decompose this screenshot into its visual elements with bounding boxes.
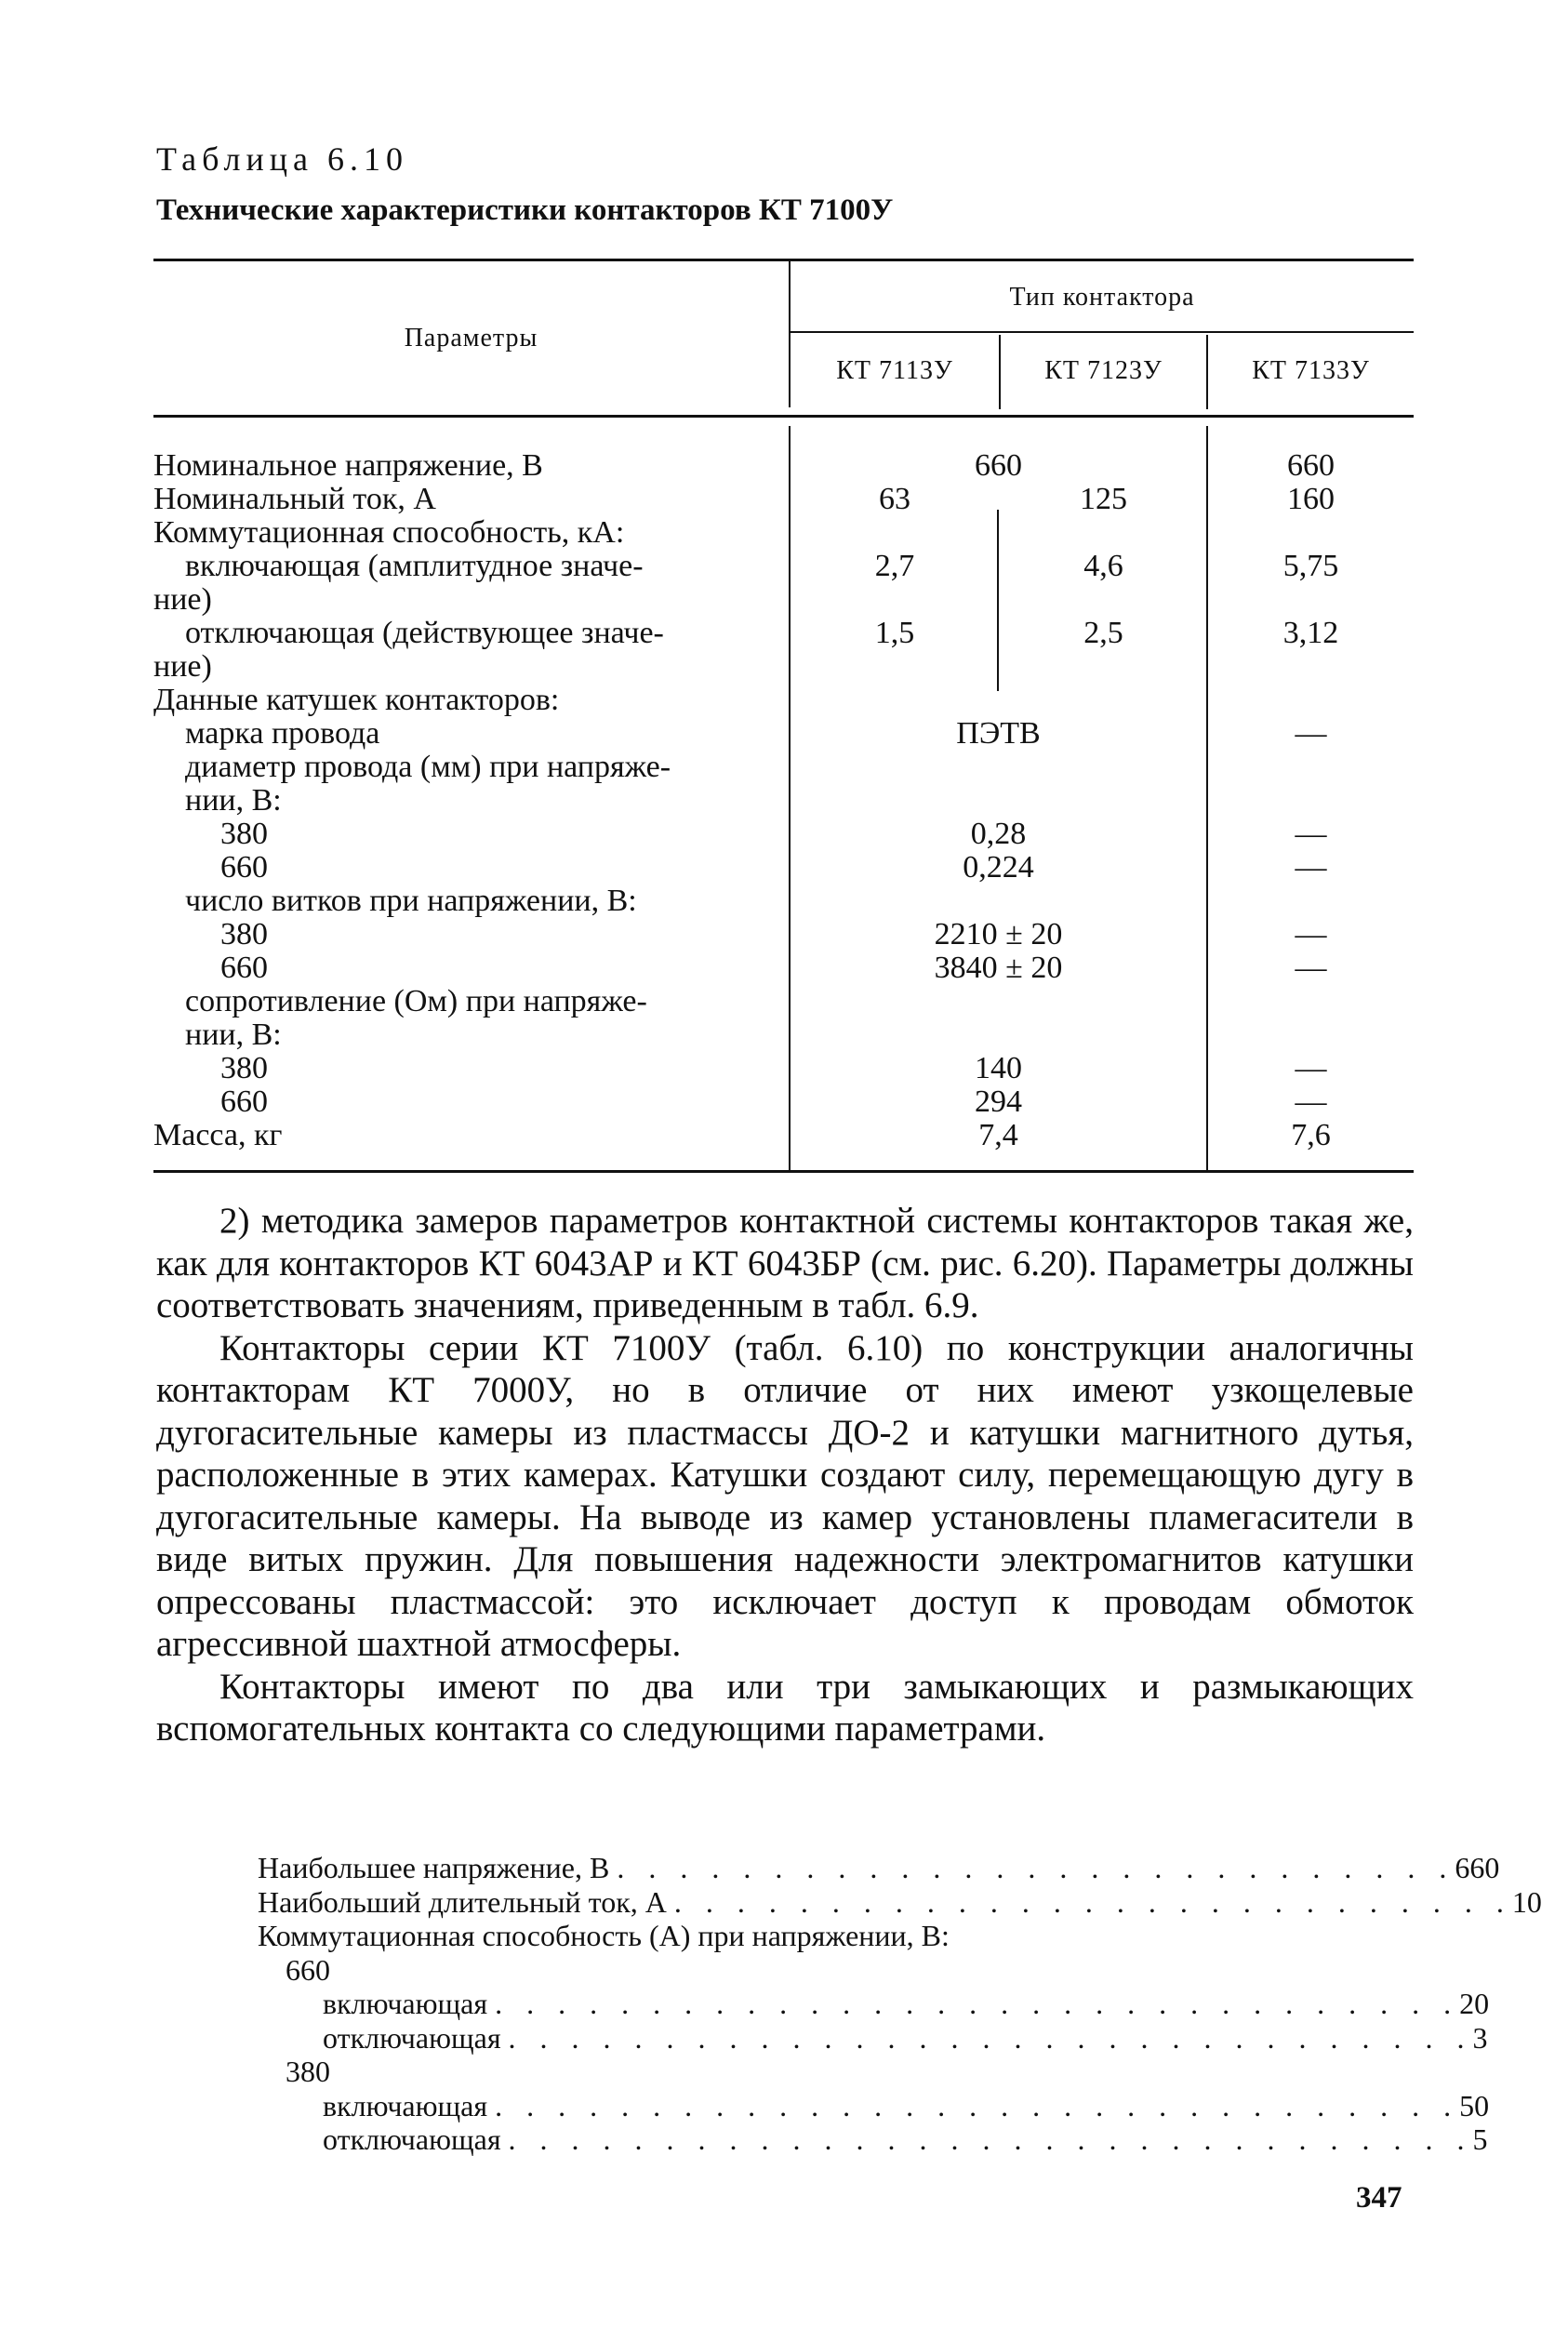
header-col-7113: КТ 7113У xyxy=(836,356,953,385)
spec-row xyxy=(258,2122,1488,2157)
param-row: включающая (амплитудное значе- xyxy=(185,549,644,583)
body-text xyxy=(156,1200,1414,1750)
param-row: марка провода xyxy=(185,716,380,751)
spec-value: 20 xyxy=(1459,1987,1490,2020)
param-row: Коммутационная способность, кА: xyxy=(153,515,625,550)
param-row: 380 xyxy=(220,917,268,951)
value-res-660-merged: 294 xyxy=(975,1084,1022,1119)
value-making-7123: 4,6 xyxy=(1083,549,1123,583)
value-diam-660-7133: — xyxy=(1295,850,1327,885)
spec-heading: Коммутационная способность (А) при напряжении, В: xyxy=(258,1919,950,1952)
value-diam-380-merged: 0,28 xyxy=(970,817,1027,851)
value-wire-brand-7133: — xyxy=(1295,716,1327,751)
spec-value: 10 xyxy=(1511,1884,1542,1919)
value-turns-380-7133: — xyxy=(1295,917,1327,951)
param-row: 660 xyxy=(220,951,268,985)
param-row: ние) xyxy=(153,649,212,684)
header-col-7123: КТ 7123У xyxy=(1044,356,1163,385)
spec-subheading: 380 xyxy=(286,2055,330,2088)
spec-label: отключающая xyxy=(323,2020,501,2055)
param-row: нии, В: xyxy=(185,1018,282,1052)
value-breaking-7133: 3,12 xyxy=(1282,616,1339,650)
value-turns-380-merged: 2210 ± 20 xyxy=(934,917,1063,951)
table-bottom-rule xyxy=(153,1170,1414,1173)
paragraph: Контакторы имеют по два или три замыкающих и размыкающих вспомогательных контакта со следующими параметрами. xyxy=(156,1666,1414,1749)
spec-row xyxy=(258,2020,1488,2055)
spec-row xyxy=(258,1987,1490,2021)
leader-dots: . . . . . . . . . . . . . . . . . . . . . . . . . . . . . . . xyxy=(495,2088,1460,2122)
value-res-380-7133: — xyxy=(1295,1051,1327,1085)
value-turns-660-merged: 3840 ± 20 xyxy=(934,951,1063,985)
header-type-group: Тип контактора xyxy=(1009,283,1195,312)
value-making-7113: 2,7 xyxy=(874,549,915,583)
paragraph: 2) методика замеров параметров контактной системы контакторов такая же, как для контакторов КТ 6043АР и КТ 6043БР (см. рис. 6.20). Параметры должны соответствовать значениям, приведенным в табл. 6.9. xyxy=(156,1201,1414,1325)
value-nom-current-7123: 125 xyxy=(1080,482,1127,516)
table-subheader-rule xyxy=(789,331,1414,333)
param-row: 660 xyxy=(220,850,268,885)
table-header-bottom-rule xyxy=(153,415,1414,418)
spec-value: 50 xyxy=(1459,2088,1490,2122)
spec-subheading: 660 xyxy=(286,1952,330,1987)
header-col-7133: КТ 7133У xyxy=(1252,356,1370,385)
param-row: диаметр провода (мм) при напряже- xyxy=(185,750,671,784)
value-breaking-7113: 1,5 xyxy=(874,616,915,650)
value-breaking-7123: 2,5 xyxy=(1083,616,1123,650)
spec-value: 5 xyxy=(1472,2122,1488,2156)
param-row: число витков при напряжении, В: xyxy=(185,884,637,918)
header-params: Параметры xyxy=(404,324,538,353)
aux-contact-spec-list xyxy=(258,1851,1542,2157)
leader-dots: . . . . . . . . . . . . . . . . . . . . . . . . . . . . . . . xyxy=(495,1987,1460,2020)
value-diam-660-merged: 0,224 xyxy=(963,850,1034,885)
leader-dots: . . . . . . . . . . . . . . . . . . . . . . . . . . . xyxy=(673,1884,1512,1919)
param-row: Номинальный ток, А xyxy=(153,482,436,516)
param-row: Номинальное напряжение, В xyxy=(153,448,543,483)
param-row: ние) xyxy=(153,582,212,617)
table-caption-label: Таблица 6.10 xyxy=(156,140,408,178)
spec-label: Наибольшее напряжение, В xyxy=(258,1851,610,1884)
value-nom-voltage-merged: 660 xyxy=(975,448,1022,483)
value-res-380-merged: 140 xyxy=(975,1051,1022,1085)
spec-value: 3 xyxy=(1472,2020,1488,2055)
value-nom-voltage-7133: 660 xyxy=(1287,448,1335,483)
param-row: 660 xyxy=(220,1084,268,1119)
param-row: сопротивление (Ом) при напряже- xyxy=(185,984,647,1018)
spec-label: Наибольший длительный ток, А xyxy=(258,1884,667,1919)
param-row: 380 xyxy=(220,1051,268,1085)
spec-label: отключающая xyxy=(323,2122,501,2156)
paragraph: Контакторы серии КТ 7100У (табл. 6.10) по конструкции аналогичны контакторам КТ 7000У, но в отличие от них имеют узкощелевые дугогасительные камеры из пластмассы ДО-2 и катушки магнитного дутья, расположенные в этих камерах. Катушки создают силу, перемещающую дугу в дугогасительные камеры. На выводе из камер установлены пламегасители в виде витых пружин. Для повышения надежности электромагнитов катушки опрессованы пластмассой: это исключает доступ к проводам обмоток агрессивной шахтной атмосферы. xyxy=(156,1327,1414,1664)
value-res-660-7133: — xyxy=(1295,1084,1327,1119)
value-mass-7133: 7,6 xyxy=(1291,1118,1331,1152)
value-mass-merged: 7,4 xyxy=(978,1118,1018,1152)
param-row: Масса, кг xyxy=(153,1118,283,1152)
leader-dots: . . . . . . . . . . . . . . . . . . . . . . . . . . . . . . . xyxy=(508,2020,1473,2055)
param-list xyxy=(153,449,767,1152)
spec-label: включающая xyxy=(323,2088,488,2122)
table-top-rule xyxy=(153,259,1414,261)
leader-dots: . . . . . . . . . . . . . . . . . . . . . . . . . . . . . . . xyxy=(508,2122,1473,2156)
param-row: Данные катушек контакторов: xyxy=(153,683,560,717)
value-making-7133: 5,75 xyxy=(1282,549,1339,583)
param-row: 380 xyxy=(220,817,268,851)
param-row: отключающая (действующее значе- xyxy=(185,616,664,650)
spec-row xyxy=(258,2088,1490,2123)
spec-label: включающая xyxy=(323,1987,488,2020)
spec-row xyxy=(258,1851,1500,1885)
contactor-specs-table xyxy=(153,259,1414,1179)
spec-row xyxy=(258,1884,1542,1920)
value-nom-current-7133: 160 xyxy=(1287,482,1335,516)
table-caption-title: Технические характеристики контакторов КТ 7100У xyxy=(156,193,894,227)
value-turns-660-7133: — xyxy=(1295,951,1327,985)
param-row: нии, В: xyxy=(185,783,282,818)
value-nom-current-7113: 63 xyxy=(879,482,910,516)
leader-dots: . . . . . . . . . . . . . . . . . . . . . . . . . . . xyxy=(617,1851,1455,1884)
page-number: 347 xyxy=(1356,2181,1402,2215)
value-diam-380-7133: — xyxy=(1295,817,1327,851)
table-col-divider-7113-7123-partial xyxy=(997,510,999,691)
spec-value: 660 xyxy=(1455,1851,1500,1884)
value-wire-brand-merged: ПЭТВ xyxy=(956,716,1041,751)
